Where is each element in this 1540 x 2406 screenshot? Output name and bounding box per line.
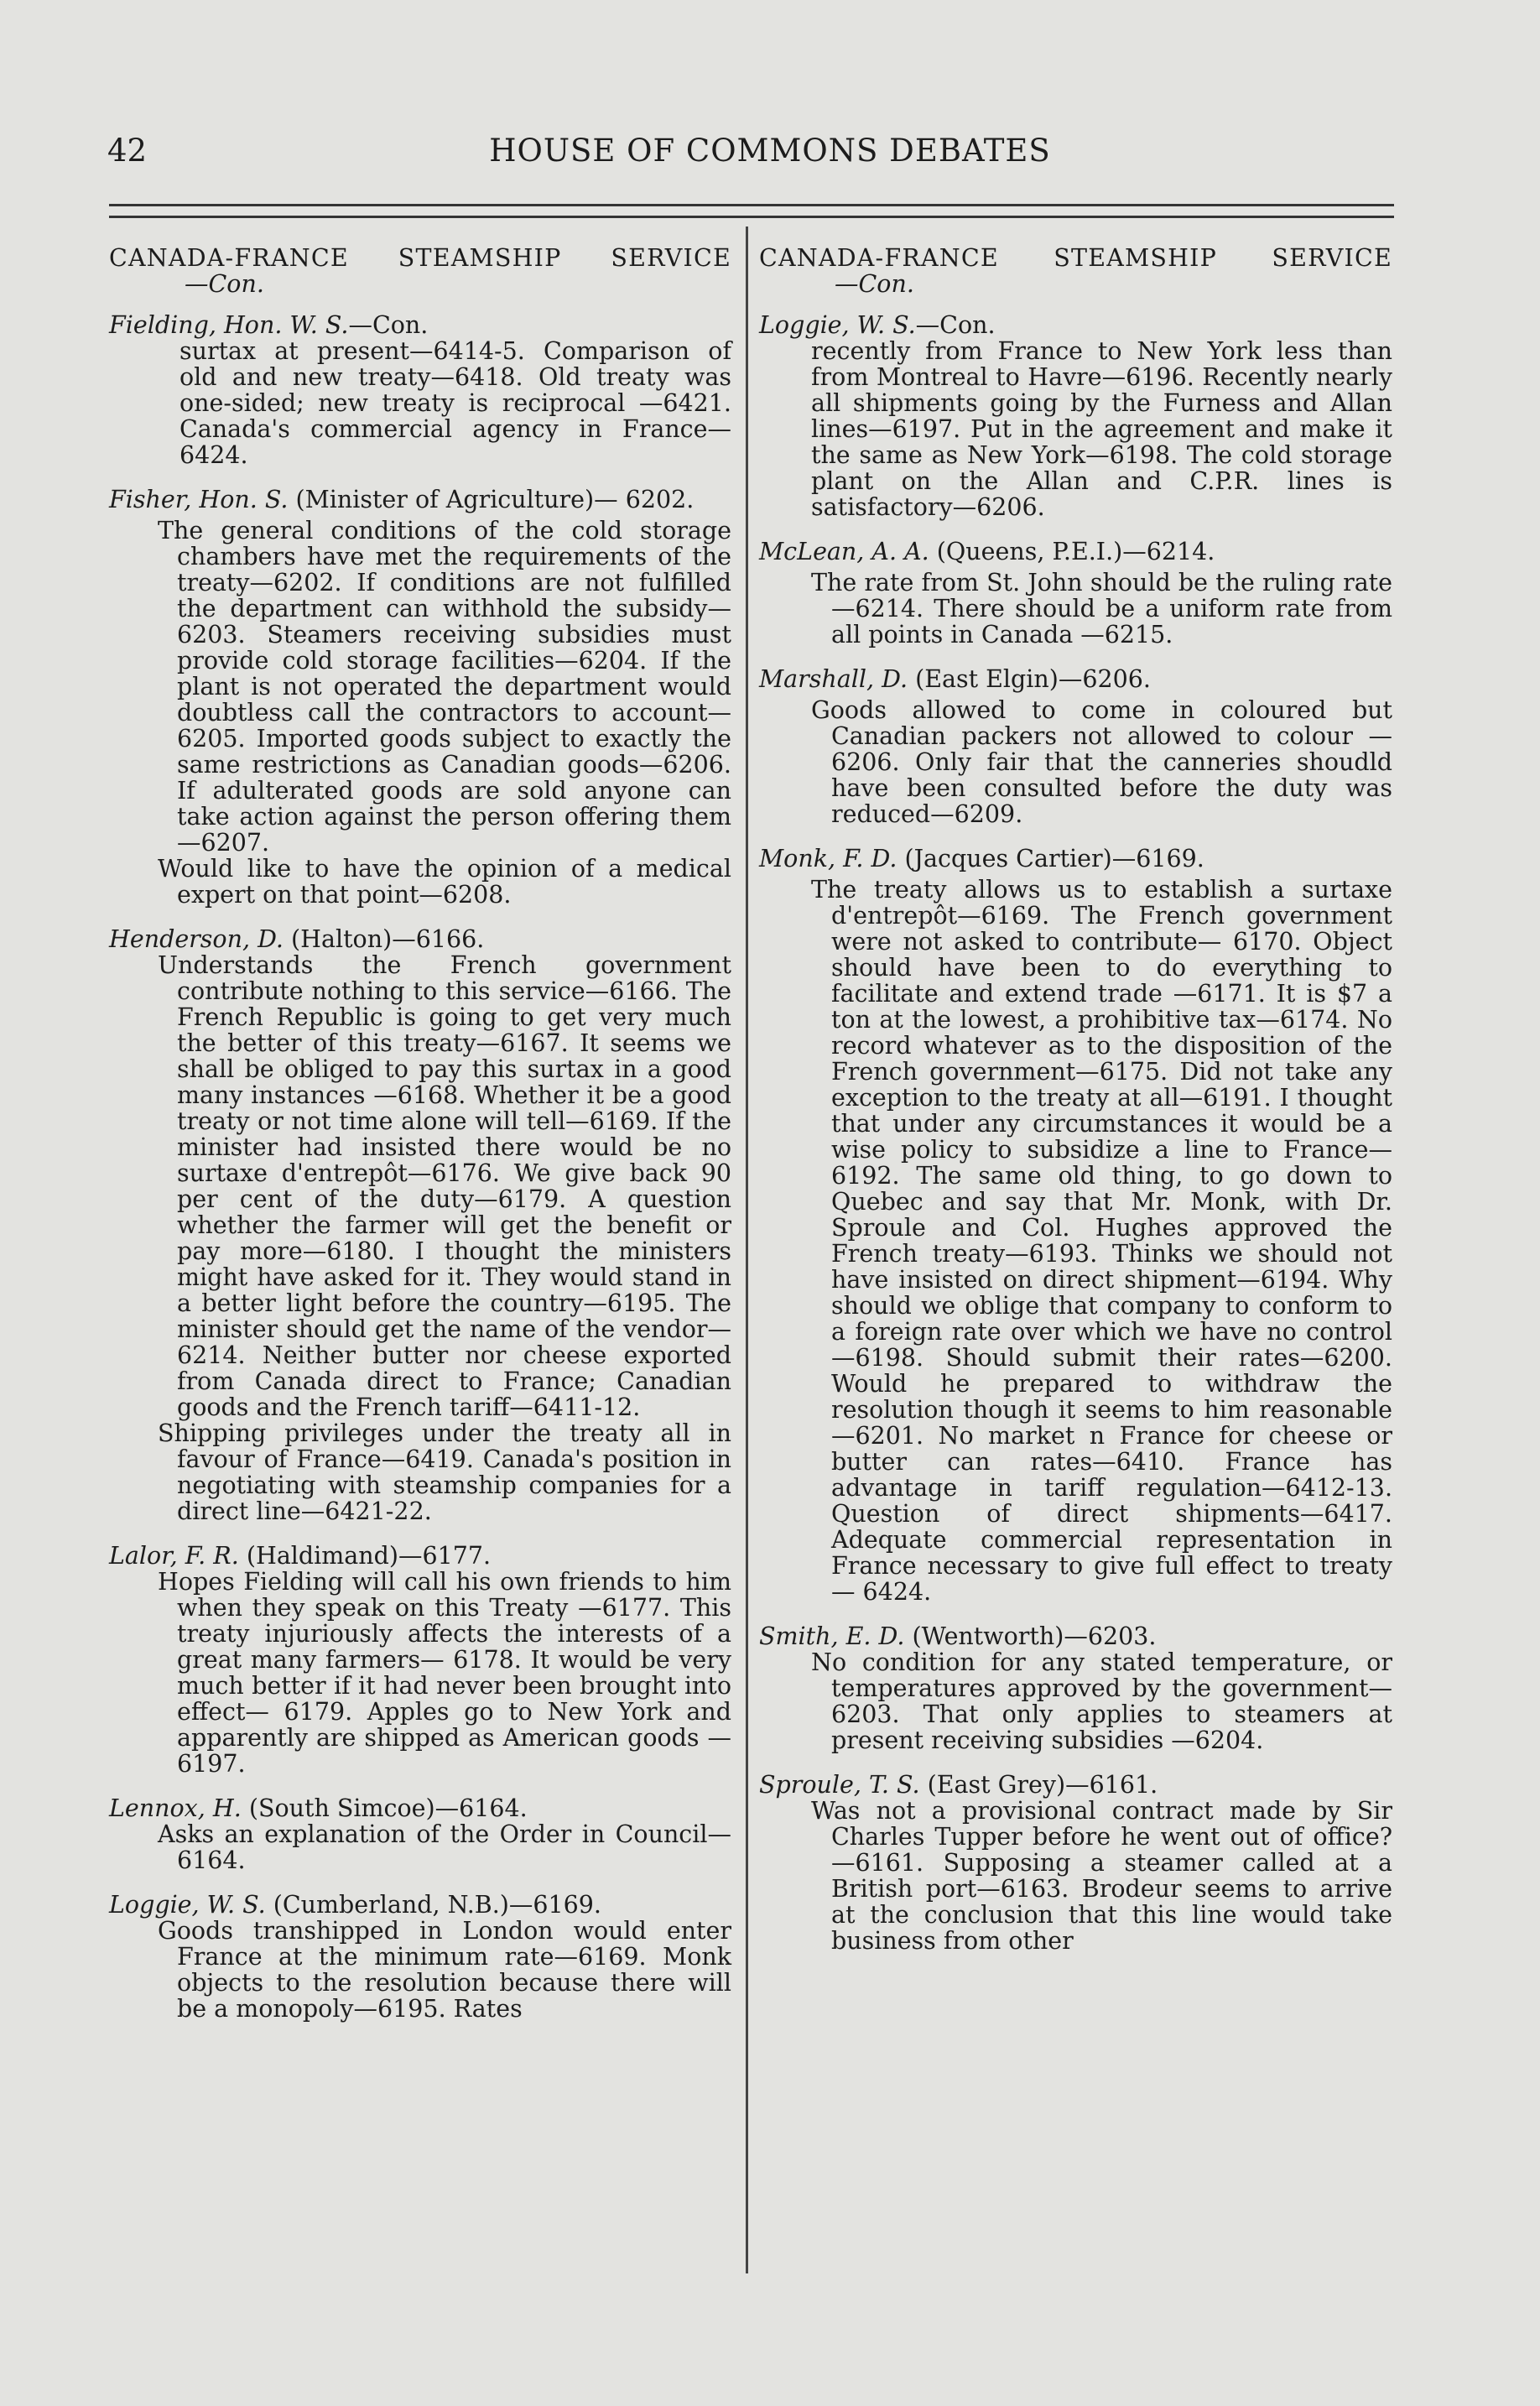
- left-column: [109, 245, 731, 2040]
- speaker-name: Loggie, W. S.: [109, 1891, 266, 1919]
- entry-paragraph: Asks an explanation of the Order in Council—6164.: [158, 1820, 731, 1874]
- section-continued: —Con.: [835, 270, 914, 298]
- entry-paragraph: The general conditions of the cold storage chambers have met the requirements of the treaty—6202. If conditions are not fulfilled the department can withhold the subsidy—6203. Steamers receiving subsidies must provide cold storage facilities—6204. If the plant is not operated the department would doubtless call the contractors to account—6205. Imported goods subject to exactly the same restrictions as Canadian goods—6206. If adulterated goods are sold anyone can take action against the person offering them—6207.: [158, 517, 731, 857]
- entry-paragraph: The rate from St. John should be the ruling rate—6214. There should be a uniform rate from all points in Canada —6215.: [811, 569, 1392, 648]
- section-heading: CANADA-FRANCE STEAMSHIP SERVICE: [759, 244, 1392, 272]
- entry-paragraph: recently from France to New York less than from Montreal to Havre—6196. Recently nearly all shipments going by the Furness and Allan lines—6197. Put in the agreement and make it the same as New York—6198. The cold storage plant on the Allan and C.P.R. lines is satisfactory—6206.: [811, 337, 1392, 521]
- section-heading: CANADA-FRANCE STEAMSHIP SERVICE: [109, 244, 731, 272]
- speaker-line: [759, 1772, 1392, 1798]
- speaker-name: Marshall, D.: [759, 665, 908, 693]
- entry-paragraph: Goods transhipped in London would enter France at the minimum rate—6169. Monk objects to the resolution because there will be a monopoly—6195. Rates: [158, 1917, 731, 2023]
- speaker-line: [109, 312, 731, 338]
- speaker-name: Fisher, Hon. S.: [109, 486, 289, 513]
- index-entry-fisher: [109, 487, 731, 908]
- index-entry-lennox: [109, 1795, 731, 1873]
- speaker-line: [109, 1892, 731, 1918]
- index-entry-loggie-con: [759, 312, 1392, 520]
- speaker-line: [109, 1795, 731, 1821]
- speaker-detail: (Cumberland, N.B.)—6169.: [265, 1891, 601, 1919]
- speaker-name: Loggie, W. S.: [759, 311, 916, 339]
- entry-paragraph: Understands the French government contribute nothing to this service—6166. The French Republic is going to get very much the better of this treaty—6167. It seems we shall be obliged to pay this surtax in a good many instances —6168. Whether it be a good treaty or not time alone will tell—6169. If the minister had insisted there would be no surtaxe d'entrepôt—6176. We give back 90 per cent of the duty—6179. A question whether the farmer will get the benefit or pay more—6180. I thought the ministers might have asked for it. They would stand in a better light before the country—6195. The minister should get the name of the vendor—6214. Neither butter nor cheese exported from Canada direct to France; Canadian goods and the French tariff—6411-12.: [158, 951, 731, 1421]
- speaker-detail: (Wentworth)—6203.: [904, 1622, 1157, 1650]
- speaker-detail: (Jacques Cartier)—6169.: [897, 845, 1204, 872]
- index-entry-sproule: [759, 1772, 1392, 1954]
- entry-paragraph: Goods allowed to come in coloured but Canadian packers not allowed to colour —6206. Only fair that the canneries shoudld have been consulted before the duty was reduced—6209.: [811, 696, 1392, 828]
- right-column: [759, 245, 1392, 1972]
- speaker-detail: (Queens, P.E.I.)—6214.: [929, 538, 1215, 565]
- speaker-name: Lalor, F. R.: [109, 1542, 239, 1570]
- index-entry-loggie: [109, 1892, 731, 2022]
- speaker-name: Sproule, T. S.: [759, 1771, 920, 1799]
- entry-paragraph: The treaty allows us to establish a surtaxe d'entrepôt—6169. The French government were not asked to contribute— 6170. Object should have been to do everything to facilitate and extend trade —6171. It is $7 a ton at the lowest, a prohibitive tax—6174. No record whatever as to the disposition of the French government—6175. Did not take any exception to the treaty at all—6191. I thought that under any circumstances it would be a wise policy to subsidize a line to France—6192. The same old thing, to go down to Quebec and say that Mr. Monk, with Dr. Sproule and Col. Hughes approved the French treaty—6193. Thinks we should not have insisted on direct shipment—6194. Why should we oblige that company to conform to a foreign rate over which we have no control—6198. Should submit their rates—6200. Would he prepared to withdraw the resolution though it seems to him reasonable—6201. No market n France for cheese or butter can rates—6410. France has advantage in tariff regulation—6412-13. Question of direct shipments—6417. Adequate commercial representation in France necessary to give full effect to treaty— 6424.: [811, 876, 1392, 1606]
- speaker-detail: (East Grey)—6161.: [919, 1771, 1158, 1799]
- speaker-detail: (South Simcoe)—6164.: [241, 1794, 528, 1822]
- speaker-line: [109, 487, 731, 513]
- speaker-detail: —Con.: [915, 311, 996, 339]
- column-divider: [746, 227, 748, 2273]
- index-entry-marshall: [759, 666, 1392, 827]
- speaker-detail: (Haldimand)—6177.: [238, 1542, 492, 1570]
- index-entry-fielding: [109, 312, 731, 468]
- speaker-name: Monk, F. D.: [759, 845, 897, 872]
- section-continued: —Con.: [185, 270, 264, 298]
- speaker-name: Fielding, Hon. W. S.: [109, 311, 349, 339]
- entry-paragraph: Shipping privileges under the treaty all in favour of France—6419. Canada's position in negotiating with steamship companies for a direct line—6421-22.: [158, 1419, 731, 1525]
- page-number: 42: [107, 133, 148, 169]
- entry-paragraph: surtax at present—6414-5. Comparison of old and new treaty—6418. Old treaty was one-sided; new treaty is reciprocal —6421. Canada's commercial agency in France—6424.: [179, 337, 731, 469]
- speaker-line: [759, 846, 1392, 872]
- speaker-name: Lennox, H.: [109, 1794, 242, 1822]
- speaker-name: Henderson, D.: [109, 925, 284, 953]
- speaker-detail: —Con.: [348, 311, 429, 339]
- entry-paragraph: Was not a provisional contract made by Sir Charles Tupper before he went out of office?—6161. Supposing a steamer called at a British port—6163. Brodeur seems to arrive at the conclusion that this line would take business from other: [811, 1797, 1392, 1955]
- page-header: [0, 133, 1540, 183]
- index-entry-lalor: [109, 1543, 731, 1777]
- speaker-name: Smith, E. D.: [759, 1622, 905, 1650]
- index-entry-mclean: [759, 539, 1392, 648]
- speaker-detail: (Minister of Agriculture)— 6202.: [288, 486, 695, 513]
- index-entry-smith: [759, 1623, 1392, 1753]
- index-entry-monk: [759, 846, 1392, 1605]
- header-rule-top: [109, 204, 1394, 206]
- speaker-line: [759, 539, 1392, 565]
- speaker-line: [759, 666, 1392, 692]
- speaker-detail: (East Elgin)—6206.: [908, 665, 1151, 693]
- entry-paragraph: No condition for any stated temperature, or temperatures approved by the government—6203. That only applies to steamers at present receiving subsidies —6204.: [811, 1648, 1392, 1754]
- speaker-detail: (Halton)—6166.: [283, 925, 485, 953]
- header-rule-bottom: [109, 216, 1394, 218]
- running-title: HOUSE OF COMMONS DEBATES: [489, 133, 1051, 169]
- speaker-line: [109, 1543, 731, 1569]
- entry-paragraph: Hopes Fielding will call his own friends to him when they speak on this Treaty —6177. This treaty injuriously affects the interests of a great many farmers— 6178. It would be very much better if it had never been brought into effect— 6179. Apples go to New York and apparently are shipped as American goods —6197.: [158, 1568, 731, 1778]
- index-entry-henderson: [109, 926, 731, 1524]
- speaker-line: [109, 926, 731, 952]
- speaker-line: [759, 312, 1392, 338]
- entry-paragraph: Would like to have the opinion of a medical expert on that point—6208.: [158, 855, 731, 909]
- speaker-line: [759, 1623, 1392, 1649]
- speaker-name: McLean, A. A.: [759, 538, 929, 565]
